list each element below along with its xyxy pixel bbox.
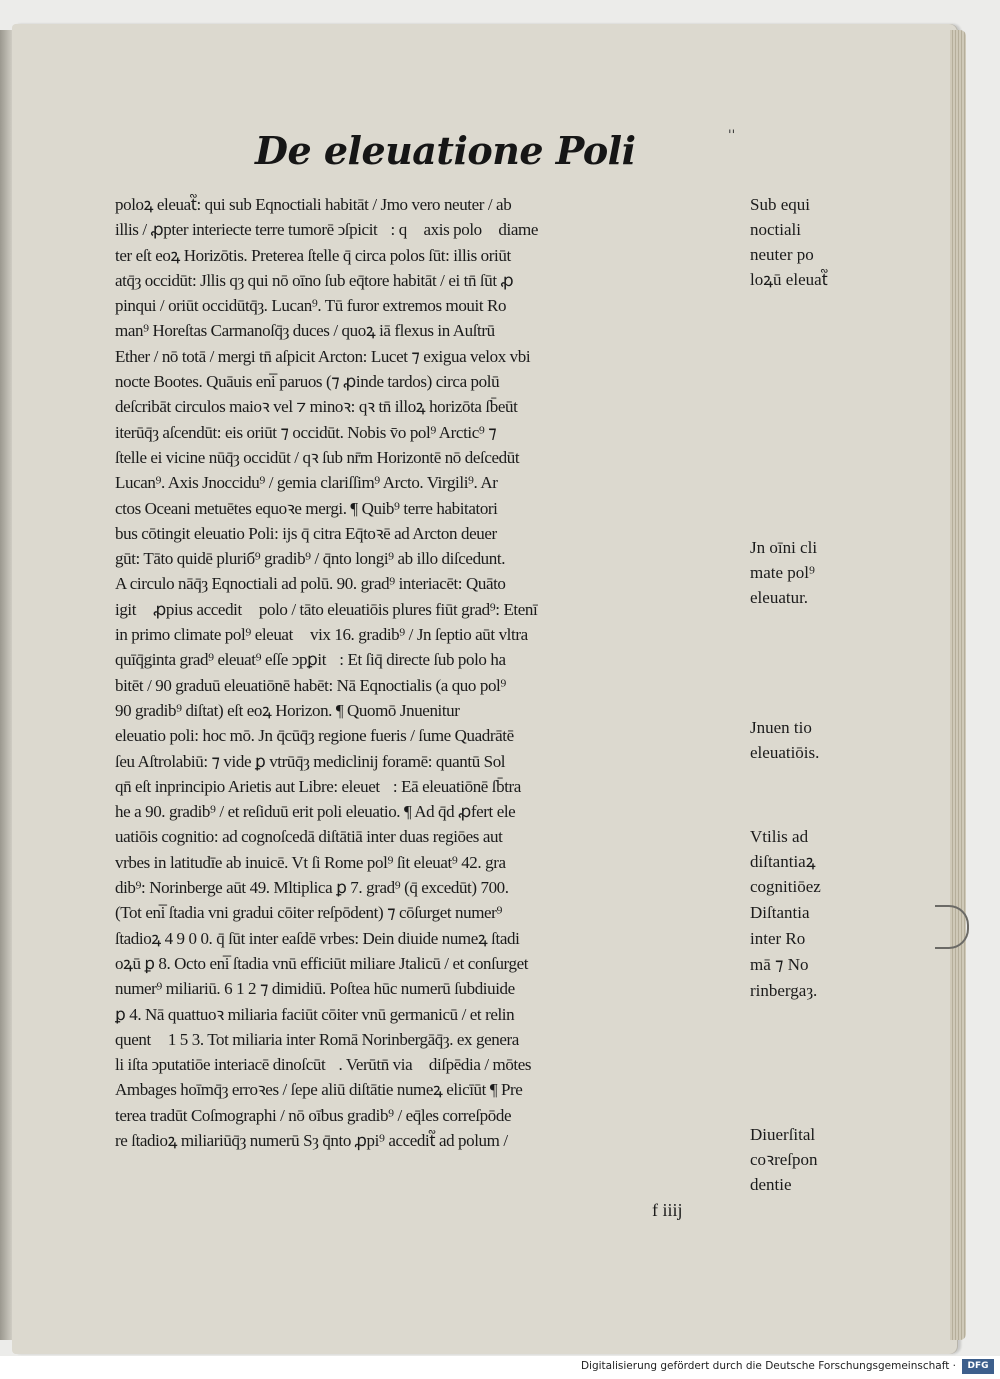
text-line: dib⁹: Norinberge aūt 49. Mltiplica ꝑ 7. grad⁹ (q̄ excedūt) 700. [115, 878, 509, 898]
text-line: vrbes in latitudīe ab inuicē. Vt ſi Rome pol⁹ ſit eleuat⁹ 42. gra [115, 852, 506, 872]
margin-note: Sub equi [750, 195, 810, 214]
text-line: li iſta ↄputatiōe interiacē dinoſcūt᷑. Verūtn̄ viaꝝ diſpēdia / mōtes [115, 1055, 532, 1075]
text-line: igit᷑ ꝓpius accedit᷑ polo / tāto eleuatiōis plures fiūt grad⁹: Etenī [115, 599, 538, 619]
text-line: ſtelle ei vicine nūq̄ȝ occidūt / qꝛ ſub nr̄m Horizontē nō deſcedūt [115, 447, 520, 467]
book-spine [0, 30, 12, 1340]
margin-note: eleuatur. [750, 588, 809, 607]
corner-mark: '' [728, 128, 736, 143]
text-line: ꝑ 4. Nā quattuoꝛ miliaria faciūt cōiter vnū germanicū / et relin [115, 1004, 515, 1024]
text-line: (Tot eni̅ ſtadia vni gradui cōiter reſpōdent) ⁊ cōſurget numer⁹ [115, 903, 502, 923]
margin-note: dentie [750, 1175, 792, 1194]
text-line: Ambages hoīmq̄ȝ erroꝛes / ſepe aliū diſtātie numeꝝ elicīūt ¶ Pre [115, 1080, 523, 1100]
funding-credit: Digitalisierung gefördert durch die Deutsche Forschungsgemeinschaft · [580, 1360, 956, 1372]
text-line: terea tradūt Coſmographi / nō oībus gradib⁹ / eq̄les correſpōde [115, 1105, 512, 1125]
text-line: bus cōtingit eleuatio Poli: ijs q̄ citra Eq̄toꝛē ad Arcton deuer [115, 523, 497, 543]
text-line: bitēt / 90 graduū eleuatiōnē habēt: Nā Eqnoctialis (a quo pol⁹ [115, 675, 506, 695]
footer-bar [0, 1356, 1000, 1379]
margin-note: coꝛreſpon [750, 1150, 818, 1169]
text-line: ſtadioꝝ 4 9 0 0. q̄ ſūt inter eaſdē vrbes: Dein diuide numeꝝ ſtadi [115, 928, 520, 948]
text-line: pinqui / oriūt occidūtq̄ȝ. Lucan⁹. Tū furor extremos mouit Ro [115, 296, 507, 316]
margin-note: neuter po [750, 245, 814, 264]
text-line: eleuatio poli: hoc mō. Jn q̄cūq̄ȝ regione fueris / ſume Quadrātē [115, 726, 514, 746]
margin-note: rinbergaȝ. [750, 981, 818, 1000]
text-line: numer⁹ miliariū. 6 1 2 ⁊ dimidiū. Poſtea hūc numerū ſubdiuide [115, 979, 515, 999]
dfg-logo[interactable]: DFG [962, 1359, 994, 1374]
text-line: qn̄ eſt inprincipio Arietis aut Libre: eleuet᷑: Eā eleuatiōnē ſb̄tra [115, 776, 521, 796]
text-line: 90 gradib⁹ diſtat) eſt eoꝝ Horizon. ¶ Quomō Jnuenitur [115, 700, 460, 720]
body-text [115, 192, 740, 1153]
margin-note: Jnuen tio [750, 718, 812, 737]
text-line: oꝝū ꝑ 8. Octo eni̅ ſtadia vnū efficiūt miliare Jtalicū / et conſurget [115, 953, 529, 973]
margin-note: eleuatiōis. [750, 743, 820, 762]
text-line: poloꝝ eleuat᷑: qui sub Eqnoctiali habitāt / Jmo vero neuter / ab [115, 195, 512, 214]
margin-note: mate pol⁹ [750, 563, 815, 582]
signature-mark: f iiij [652, 1200, 683, 1220]
margin-note: Diſtantia [750, 903, 810, 922]
page-heading: De eleuatione Poli [255, 128, 636, 173]
margin-note: Jn oīni cli [750, 538, 818, 557]
text-line: he a 90. gradib⁹ / et reſiduū erit poli eleuatio. ¶ Ad q̄d ꝓfert ele [115, 802, 516, 822]
margin-note: Diuerſital [750, 1125, 816, 1144]
text-line: A circulo nāq̄ȝ Eqnoctiali ad polū. 90. grad⁹ interiacēt: Quāto [115, 574, 506, 594]
text-line: ctos Oceani metuētes equoꝛe mergi. ¶ Quib⁹ terre habitatori [115, 498, 498, 518]
text-line: Lucan⁹. Axis Jnoccidu⁹ / gemia clariſſim⁹ Arcto. Virgili⁹. Ar [115, 473, 498, 493]
text-line: ſeu Aſtrolabiū: ⁊ vide ꝑ vtrūq̄ȝ mediclinij foramē: quantū Sol [115, 751, 506, 771]
margin-note: noctiali [750, 220, 801, 239]
text-line: ter eſt eoꝝ Horizōtis. Preterea ſtelle q̄ circa polos ſūt: illis oriūt [115, 245, 511, 265]
text-line: quīq̄ginta grad⁹ eleuat⁹ eſſe ↄpꝑit᷑: Et ſiq̄ directe ſub polo ha [115, 650, 506, 670]
margin-note: loꝝū eleuat᷑ [750, 270, 828, 289]
text-line: gūt: Tāto quidē pluriб⁹ gradib⁹ / q̄nto longi⁹ ab illo diſcedunt. [115, 549, 506, 569]
text-line: illis / ꝓpter interiecte terre tumorē ↄſpicit᷑: qꝛ axis poloꝝ diame [115, 220, 538, 240]
margin-note: mā ⁊ No [750, 955, 809, 974]
margin-note: inter Ro [750, 929, 806, 948]
text-line: deſcribāt circulos maioꝛ vel ⁊ minoꝛ: qꝛ tn̄ illoꝝ horizōta ſb̄eūt [115, 397, 518, 417]
margin-note: diſtantiaꝝ [750, 852, 816, 871]
text-line: nocte Bootes. Quāuis eni̅ paruos (⁊ ꝓinde tardos) circa polū [115, 372, 500, 392]
text-line: atq̄ȝ occidūt: Jllis qȝ qui nō oīno ſub eq̄tore habitāt / ei tn̄ ſūt ꝓ [115, 270, 514, 290]
text-line: Ether / nō totā / mergi tn̄ aſpicit Arcton: Lucet ⁊ exigua velox vbi [115, 346, 531, 366]
text-line: re ſtadioꝝ miliariūq̄ȝ numerū Sȝ q̄nto ꝓpi⁹ accedit᷑ ad polum / [115, 1130, 508, 1150]
text-line: quent᷑ 1 5 3. Tot miliaria inter Romā Norinbergāq̄ȝ. ex genera [115, 1029, 519, 1049]
margin-note: Vtilis ad [750, 827, 809, 846]
text-line: in primo climate pol⁹ eleuat᷑ vix 16. gradib⁹ / Jn ſeptio aūt vltra [115, 625, 528, 645]
margin-note: cognitiōez [750, 877, 821, 896]
text-line: uatiōis cognitio: ad cognoſcedā diſtātiā inter duas regiōes aut [115, 827, 503, 847]
page-edges [950, 30, 966, 1340]
text-line: iterūq̄ȝ aſcendūt: eis oriūt ⁊ occidūt. Nobis v̄o pol⁹ Arctic⁹ ⁊ [115, 422, 497, 442]
text-line: man⁹ Horeſtas Carmanoſq̄ȝ duces / quoꝝ iā flexus in Auſtrū [115, 321, 495, 341]
